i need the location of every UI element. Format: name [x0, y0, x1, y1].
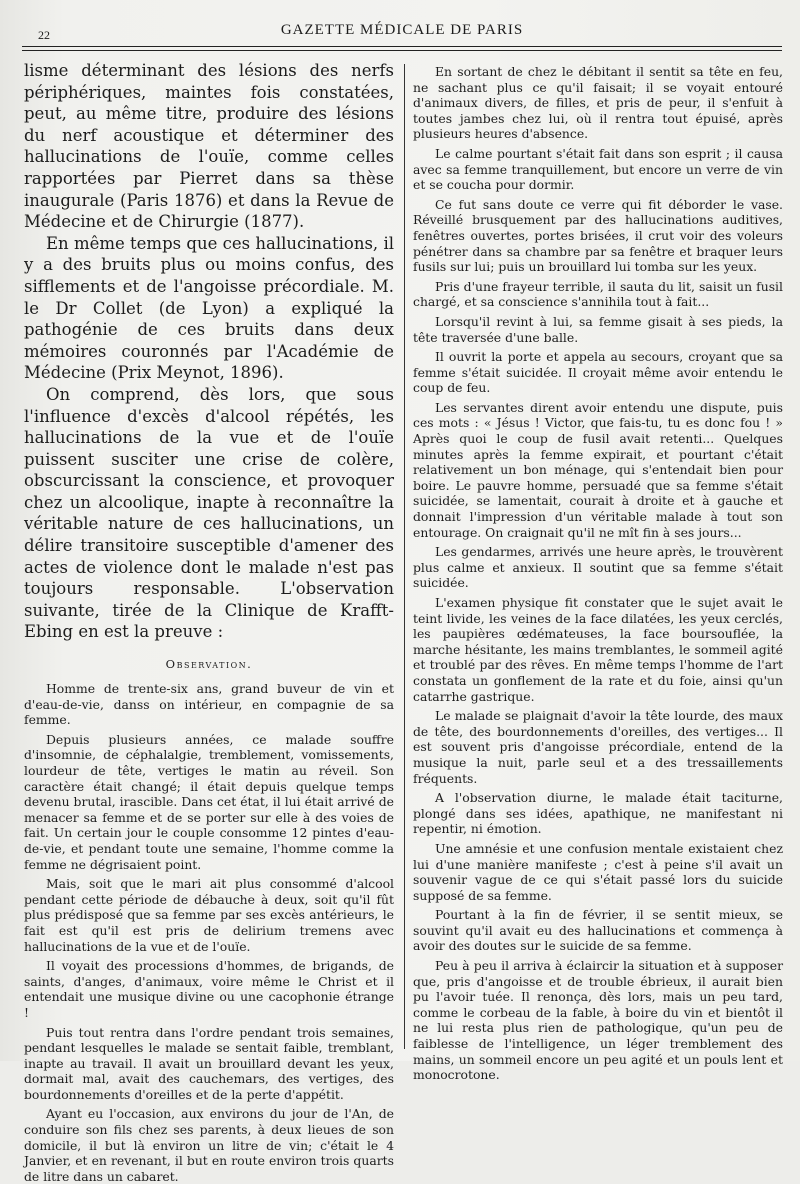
paragraph: Les servantes dirent avoir entendu une dispute, puis ces mots : « Jésus ! Victor, que fais-tu, tu es donc fou ! » Après quoi le coup de fusil avait retenti... Quelques minutes après la femme expirait, et pourtant c'était relativement un bon ménage, qui s'entendait bien pour boire. Le pauvre homme, persuadé que sa femme s'était suicidée, se lamentait, courait à droite et à gauche et donnait l'impression d'un véritable malade à tout son entourage. On craignait qu'il ne mît fin à ses jours... — [413, 399, 783, 540]
paragraph: Lorsqu'il revint à lui, sa femme gisait à ses pieds, la tête traversée d'une balle. — [413, 313, 783, 345]
paragraph: Homme de trente-six ans, grand buveur de vin et d'eau-de-vie, danss on intérieur, en compagnie de sa femme. — [24, 681, 394, 728]
paragraph: Il ouvrit la porte et appela au secours, croyant que sa femme s'était suicidée. Il croyait même avoir entendu le coup de feu. — [413, 349, 783, 396]
page-header — [22, 20, 782, 46]
paragraph: Pris d'une frayeur terrible, il sauta du lit, saisit un fusil chargé, et sa conscience s'annihila tout à fait... — [413, 278, 783, 310]
paragraph: A l'observation diurne, le malade était taciturne, plongé dans ses idées, apathique, ne manifestant ni repentir, ni émotion. — [413, 790, 783, 837]
page-number: 22 — [38, 28, 50, 42]
header-rule-thin — [22, 50, 782, 51]
column-divider — [404, 64, 405, 1049]
paragraph: En même temps que ces hallucinations, il y a des bruits plus ou moins confus, des sifflements et de l'angoisse précordiale. M. le Dr Collet (de Lyon) a expliqué la pathogénie de ces bruits dans deux mémoires couronnés par l'Académie de Médecine (Prix Meynot, 1896). — [24, 233, 394, 383]
paragraph: Mais, soit que le mari ait plus consommé d'alcool pendant cette période de débauche à deux, soit qu'il fût plus prédisposé que sa femme par ses excès antérieurs, le fait est qu'il est pris de delirium tremens avec hallucinations de la vue et de l'ouïe. — [24, 876, 394, 954]
paragraph: Le calme pourtant s'était fait dans son esprit ; il causa avec sa femme tranquillement, but encore un verre de vin et se coucha pour dormir. — [413, 145, 783, 193]
observation-text — [24, 681, 394, 1184]
paragraph: Pourtant à la fin de février, il se sentit mieux, se souvint qu'il avait eu des hallucinations et commença à avoir des doutes sur le suicide de sa femme. — [413, 907, 783, 954]
paragraph: Peu à peu il arriva à éclaircir la situation et à supposer que, pris d'angoisse et de trouble ébrieux, il aurait bien pu l'avoir tuée. Il renonça, dès lors, mais un peu tard, comme le corbeau de la fable, à boire du vin et bientôt il ne lui resta plus rien de pathologique, qu'un peu de faiblesse de l'intelligence, un léger tremblement des mains, un sommeil encore un peu agité et un pouls lent et monocrotone. — [413, 958, 783, 1083]
observation-heading: Observation. — [165, 657, 253, 672]
paragraph: Les gendarmes, arrivés une heure après, le trouvèrent plus calme et anxieux. Il soutint que sa femme s'était suicidée. — [413, 544, 783, 591]
paragraph: Puis tout rentra dans l'ordre pendant trois semaines, pendant lesquelles le malade se sentait faible, tremblant, inapte au travail. Il avait un brouillard devant les yeux, dormait mal, avait des cauchemars, des vertiges, des bourdonnements d'oreilles et de la perte d'appétit. — [24, 1024, 394, 1102]
paragraph: En sortant de chez le débitant il sentit sa tête en feu, ne sachant plus ce qu'il faisait; il se voyait entouré d'animaux divers, de filles, et pris de peur, il s'enfuit à toutes jambes chez lui, où il rentra tout épuisé, après plusieurs heures d'absence. — [413, 64, 783, 142]
paragraph: Le malade se plaignait d'avoir la tête lourde, des maux de tête, des bourdonnements d'oreilles, des vertiges... Il est souvent pris d'angoisse précordiale, entend de la musique la nuit, parle seul et a des tressaillements fréquents. — [413, 708, 783, 786]
header-rule — [22, 46, 782, 47]
paragraph: Depuis plusieurs années, ce malade souffre d'insomnie, de céphalalgie, tremblement, vomissements, lourdeur de tête, vertiges le matin au réveil. Son caractère était changé; il était depuis quelque temps devenu brutal, irascible. Dans cet état, il lui était arrivé de menacer sa femme et de se porter sur elle à des voies de fait. Un certain jour le couple consomme 12 pintes d'eau-de-vie, et pendant toute une semaine, l'homme comme la femme ne dégrisaient point. — [24, 731, 394, 872]
left-column — [24, 60, 394, 1184]
paragraph: Ayant eu l'occasion, aux environs du jour de l'An, de conduire son fils chez ses parents, à deux lieues de son domicile, il but là environ un litre de vin; c'était le 4 Janvier, et en revenant, il but en route environ trois quarts de litre dans un cabaret. — [24, 1106, 394, 1184]
paragraph: On comprend, dès lors, que sous l'influence d'excès d'alcool répétés, les hallucinations de la vue et de l'ouïe puissent susciter une crise de colère, obscurcissant la conscience, et provoquer chez un alcoolique, inapte à reconnaître la véritable nature de ces hallucinations, un délire transitoire susceptible d'amener des actes de violence dont le malade n'est pas toujours responsable. L'observation suivante, tirée de la Clinique de Krafft-Ebing en est la preuve : — [24, 384, 394, 642]
running-title: GAZETTE MÉDICALE DE PARIS — [280, 22, 524, 38]
paragraph: lisme déterminant des lésions des nerfs périphériques, maintes fois constatées, peut, au même titre, produire des lésions du nerf acoustique et déterminer des hallucinations de l'ouïe, comme celles rapportées par Pierret dans sa thèse inaugurale (Paris 1876) et dans la Revue de Médecine et de Chirurgie (1877). — [24, 61, 394, 232]
paragraph: Une amnésie et une confusion mentale existaient chez lui d'une manière manifeste ; c'est à peine s'il avait un souvenir vague de ce qui s'était passé lors du suicide supposé de sa femme. — [413, 840, 783, 903]
paragraph: Ce fut sans doute ce verre qui fit déborder le vase. Réveillé brusquement par des hallucinations auditives, fenêtres ouvertes, portes brisées, il crut voir des voleurs pénétrer dans sa chambre par sa fenêtre et braquer leurs fusils sur lui; puis un brouillard lui tomba sur les yeux. — [413, 196, 783, 275]
right-column — [413, 60, 783, 1083]
essay-text — [24, 60, 394, 643]
paragraph: L'examen physique fit constater que le sujet avait le teint livide, les veines de la face dilatées, les yeux cerclés, les paupières œdémateuses, la face boursouflée, la marche hésitante, les mains tremblantes, le sommeil agité et troublé par des rêves. En même temps l'homme de l'art constata un gonflement de la rate et du foie, ainsi qu'un catarrhe gastrique. — [413, 595, 783, 704]
paragraph: Il voyait des processions d'hommes, de brigands, de saints, d'anges, d'animaux, voire même le Christ et il entendait une musique divine ou une cacophonie étrange ! — [24, 958, 394, 1020]
